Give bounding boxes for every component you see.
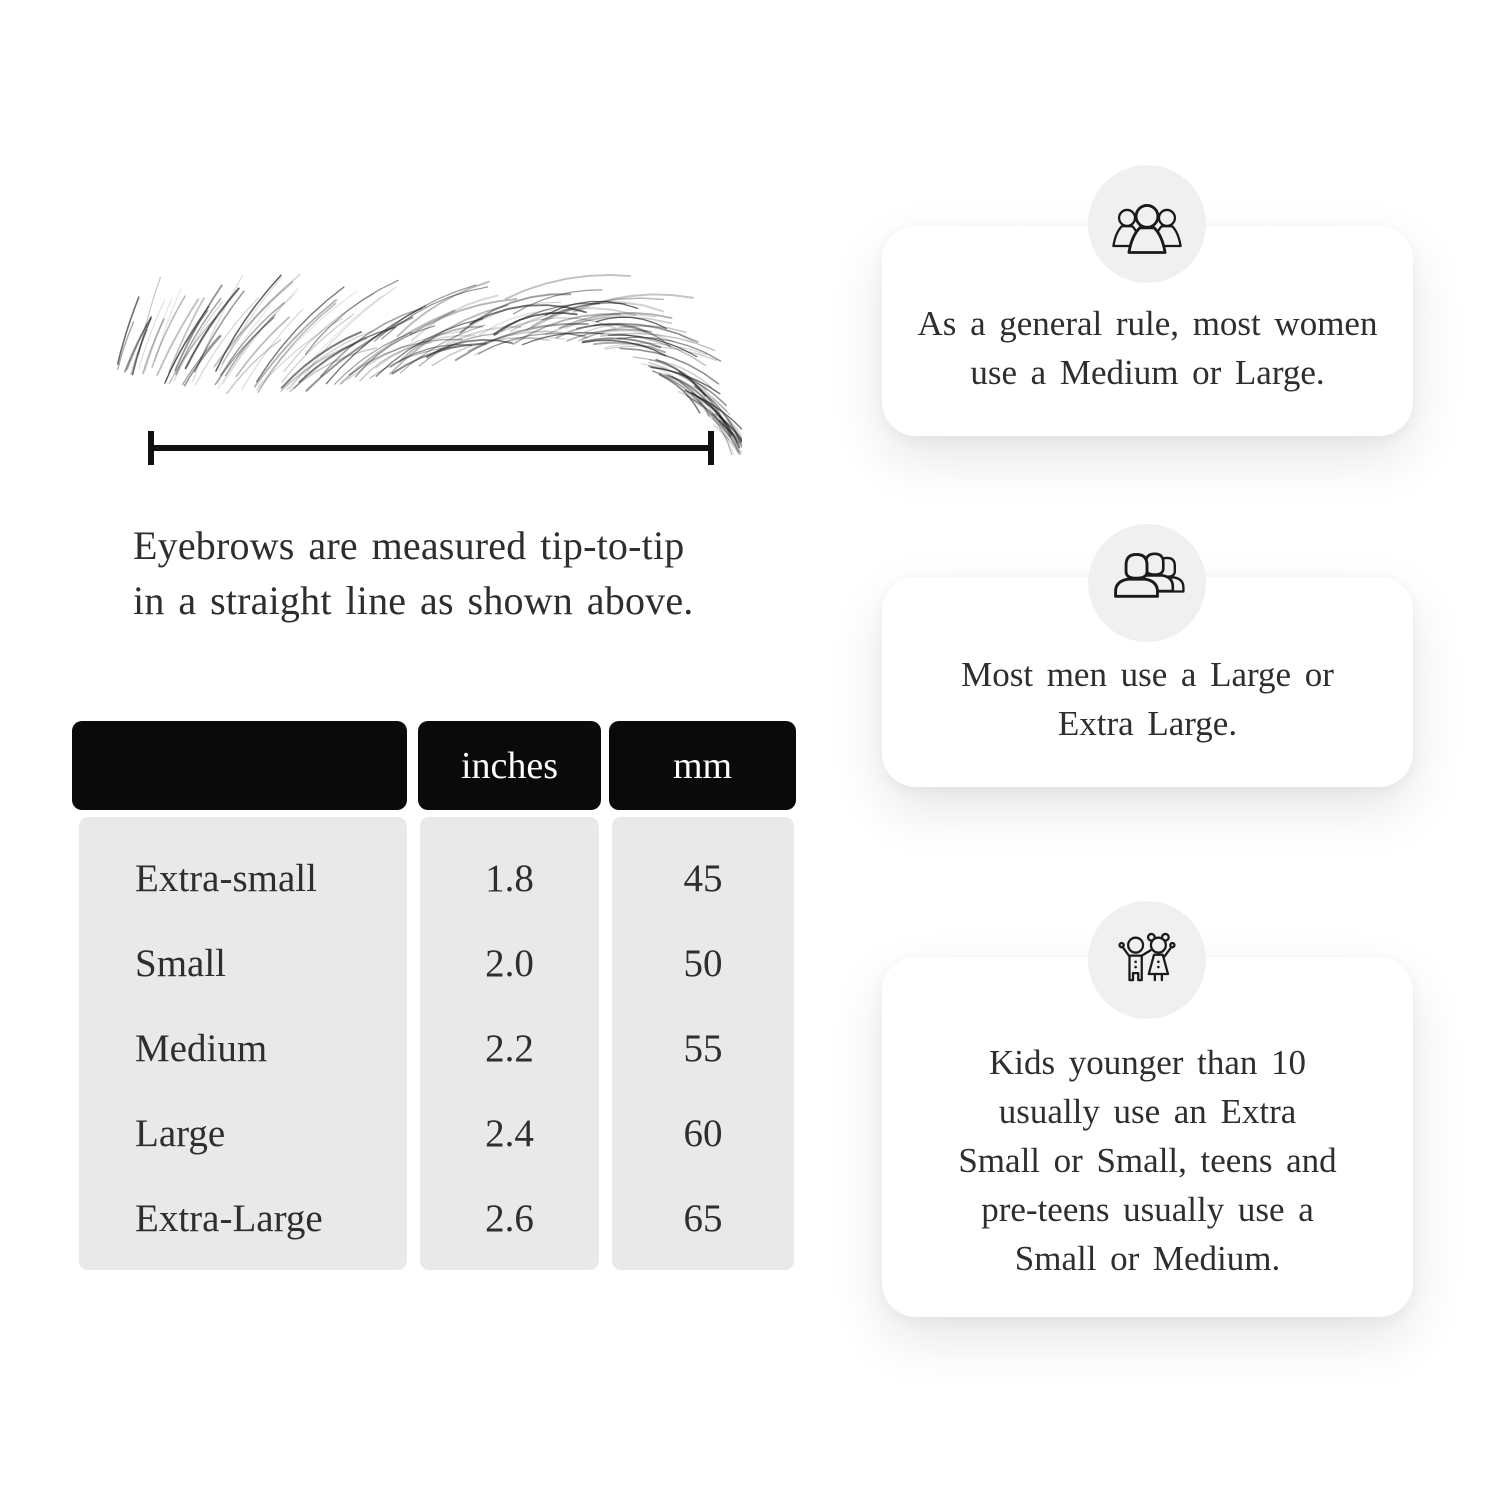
table-cell-inches: 2.4 [485,1112,534,1155]
table-header-mm [609,721,796,810]
table-cell-mm: 65 [683,1197,723,1240]
card-text-line: usually use an Extra [998,1091,1297,1131]
table-cell-mm: 45 [683,857,723,900]
table-header-label: inches [460,744,559,787]
table-row-label: Small [135,942,227,985]
icon-circle [1088,165,1206,283]
table-row-label: Extra-small [135,857,317,900]
card-text-line: Kids younger than 10 [988,1042,1307,1082]
eyebrow-illustration [112,250,742,455]
caption-line: Eyebrows are measured tip-to-tip [133,523,685,568]
table-cell-mm: 50 [683,942,723,985]
card-text-line: As a general rule, most women [917,304,1378,343]
icon-circle [1088,901,1206,1019]
measurement-line [150,445,712,451]
table-row-label: Medium [135,1027,268,1070]
table-column-mm [612,817,794,1270]
table-header-size [72,721,407,810]
eyebrow-figure [112,250,742,455]
card-text-line: Small or Small, teens and [958,1140,1337,1180]
table-row-label: Large [135,1112,226,1155]
table-cell-inches: 2.2 [485,1027,534,1070]
caption-line: in a straight line as shown above. [133,578,694,623]
measurement-caption [133,518,753,628]
table-cell-inches: 1.8 [485,857,534,900]
table-column-inches [420,817,599,1270]
table-column-sizes [79,817,407,1270]
card-text-line: Most men use a Large or [961,655,1334,694]
kids-icon [1112,925,1182,995]
card-text-line: Small or Medium. [1014,1238,1281,1278]
card-text-line: Extra Large. [1057,704,1238,743]
measure-cap-right [708,431,714,465]
card-text-line: use a Medium or Large. [970,353,1325,392]
card-text-line: pre-teens usually use a [981,1189,1314,1229]
table-header-inches [418,721,601,810]
table-cell-inches: 2.0 [485,942,534,985]
table-row-label: Extra-Large [135,1197,323,1240]
table-cell-mm: 55 [683,1027,723,1070]
men-icon [1107,552,1187,614]
women-icon [1109,193,1185,255]
table-cell-mm: 60 [683,1112,723,1155]
table-cell-inches: 2.6 [485,1197,534,1240]
table-header-label: mm [672,744,733,787]
icon-circle [1088,524,1206,642]
